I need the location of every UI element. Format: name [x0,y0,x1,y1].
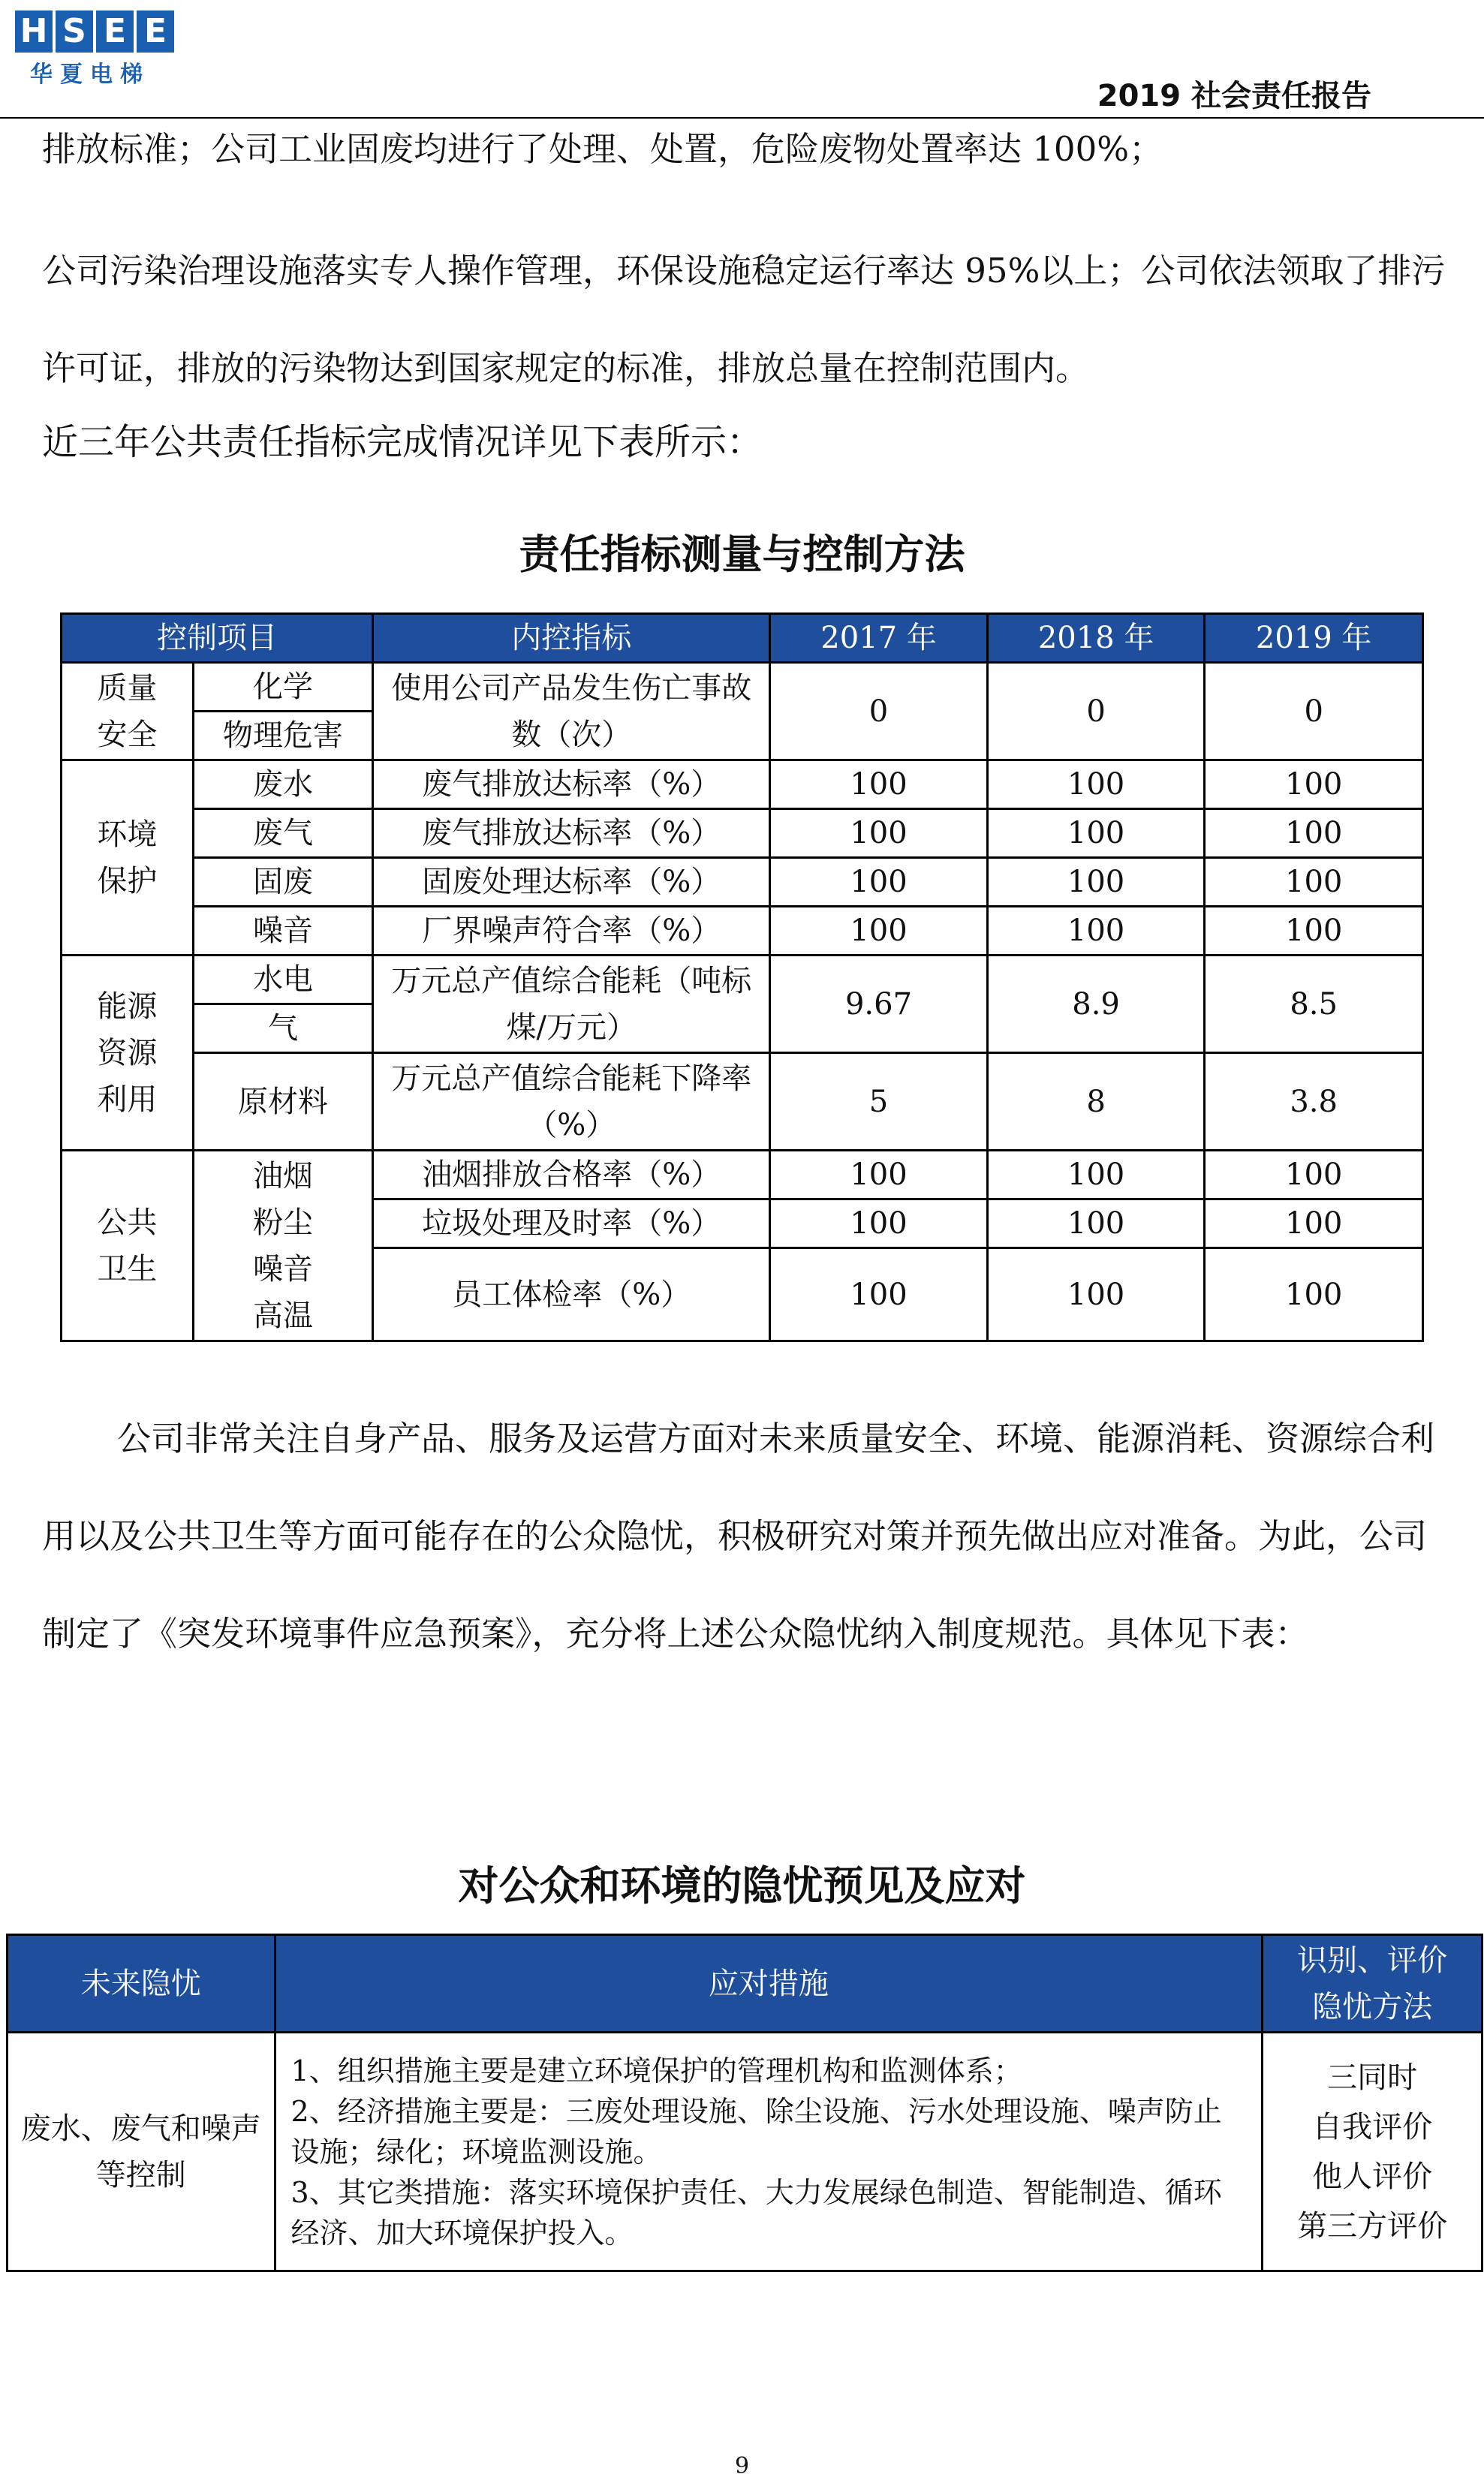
sub-item: 原材料 [193,1053,373,1151]
logo-letter: H [15,11,53,53]
indicator-cell: 使用公司产品发生伤亡事故数（次） [373,663,770,760]
measure-item: 3、其它类措施：落实环境保护责任、大力发展绿色制造、智能制造、循环经济、加大环境保护投入。 [290,2175,1222,2250]
indicator-cell: 万元总产值综合能耗（吨标煤/万元） [373,956,770,1053]
header-2017: 2017 年 [770,614,988,663]
sub-item: 油烟 粉尘 噪音 高温 [193,1151,373,1341]
table-row [62,907,1423,956]
table-row [62,858,1423,907]
measure-item: 1、组织措施主要是建立环境保护的管理机构和监测体系； [290,2054,1022,2087]
value-cell: 100 [1205,907,1423,956]
logo-letter: E [96,11,134,53]
company-logo [15,11,195,108]
table-row [62,956,1423,1004]
responsibility-indicators-table [60,612,1424,1342]
sub-item: 物理危害 [193,712,373,760]
value-cell: 100 [770,1151,988,1199]
paragraph-2: 公司污染治理设施落实专人操作管理，环保设施稳定运行率达 95%以上；公司依法领取了排污许可证，排放的污染物达到国家规定的标准，排放总量在控制范围内。 [42,251,1446,388]
header-response-measures: 应对措施 [275,1935,1263,2033]
value-cell: 100 [987,809,1205,858]
group-quality-safety: 质量 安全 [62,663,194,760]
indicator-cell: 废气排放达标率（%） [373,809,770,858]
methods-cell: 三同时 自我评价 他人评价 第三方评价 [1263,2033,1482,2271]
paragraph-3: 近三年公共责任指标完成情况详见下表所示： [42,421,763,463]
table-header-row [8,1935,1482,2033]
indicator-cell: 员工体检率（%） [373,1248,770,1341]
table1-title: 责任指标测量与控制方法 [519,531,965,578]
paragraph-1: 排放标准；公司工业固废均进行了处理、处置，危险废物处置率达 100%； [42,129,1163,169]
sub-item: 气 [193,1004,373,1053]
group-energy-resources: 能源 资源 利用 [62,956,194,1151]
header-divider [0,117,1484,119]
indicator-cell: 废气排放达标率（%） [373,760,770,809]
header-2018: 2018 年 [987,614,1205,663]
header-indicator: 内控指标 [373,614,770,663]
value-cell: 100 [770,1248,988,1341]
value-cell: 100 [770,1199,988,1248]
concerns-response-table [6,1934,1483,2272]
group-public-health: 公共 卫生 [62,1151,194,1341]
value-cell: 8 [987,1053,1205,1151]
value-cell: 100 [1205,1151,1423,1199]
logo-letter: E [137,11,174,53]
value-cell: 100 [1205,858,1423,907]
indicator-cell: 厂界噪声符合率（%） [373,907,770,956]
header-identification-methods: 识别、评价 隐忧方法 [1263,1935,1482,2033]
value-cell: 100 [987,1248,1205,1341]
report-title: 2019 社会责任报告 [1097,79,1371,113]
concern-cell: 废水、废气和噪声等控制 [8,2033,275,2271]
value-cell: 0 [1205,663,1423,760]
table-header-row [62,614,1423,663]
value-cell: 100 [1205,1248,1423,1341]
table-row [62,760,1423,809]
measure-item: 2、经济措施主要是：三废处理设施、除尘设施、污水处理设施、噪声防止设施；绿化；环境监测设施。 [290,2094,1222,2168]
value-cell: 9.67 [770,956,988,1053]
paragraph-4: 公司非常关注自身产品、服务及运营方面对未来质量安全、环境、能源消耗、资源综合利用以及公共卫生等方面可能存在的公众隐忧，积极研究对策并预先做出应对准备。为此，公司制定了《突发环境事件应急预案》，充分将上述公众隐忧纳入制度规范。具体见下表： [42,1419,1435,1654]
logo-letter: S [56,11,93,53]
value-cell: 100 [987,1199,1205,1248]
sub-item: 废水 [193,760,373,809]
value-cell: 100 [987,907,1205,956]
value-cell: 5 [770,1053,988,1151]
indicator-cell: 万元总产值综合能耗下降率（%） [373,1053,770,1151]
sub-item: 化学 [193,663,373,712]
value-cell: 100 [770,760,988,809]
sub-item: 固废 [193,858,373,907]
value-cell: 100 [1205,1199,1423,1248]
table-row [62,809,1423,858]
table2-title: 对公众和环境的隐忧预见及应对 [458,1862,1026,1910]
indicator-cell: 垃圾处理及时率（%） [373,1199,770,1248]
value-cell: 8.5 [1205,956,1423,1053]
group-environment: 环境 保护 [62,760,194,956]
value-cell: 100 [1205,760,1423,809]
measures-cell [275,2033,1263,2271]
value-cell: 0 [987,663,1205,760]
logo-subtitle: 华夏电梯 [30,62,150,88]
sub-item: 废气 [193,809,373,858]
page-number: 9 [734,2453,750,2479]
header-control-item: 控制项目 [62,614,373,663]
value-cell: 3.8 [1205,1053,1423,1151]
value-cell: 0 [770,663,988,760]
indicator-cell: 固废处理达标率（%） [373,858,770,907]
value-cell: 100 [770,907,988,956]
table-row [62,1053,1423,1151]
value-cell: 100 [770,809,988,858]
header-future-concern: 未来隐忧 [8,1935,275,2033]
value-cell: 100 [987,1151,1205,1199]
value-cell: 100 [770,858,988,907]
header-2019: 2019 年 [1205,614,1423,663]
value-cell: 100 [987,858,1205,907]
value-cell: 8.9 [987,956,1205,1053]
value-cell: 100 [1205,809,1423,858]
table-row [62,1151,1423,1199]
value-cell: 100 [987,760,1205,809]
indicator-cell: 油烟排放合格率（%） [373,1151,770,1199]
table-row [8,2033,1482,2271]
sub-item: 噪音 [193,907,373,956]
table-row [62,663,1423,712]
sub-item: 水电 [193,956,373,1004]
